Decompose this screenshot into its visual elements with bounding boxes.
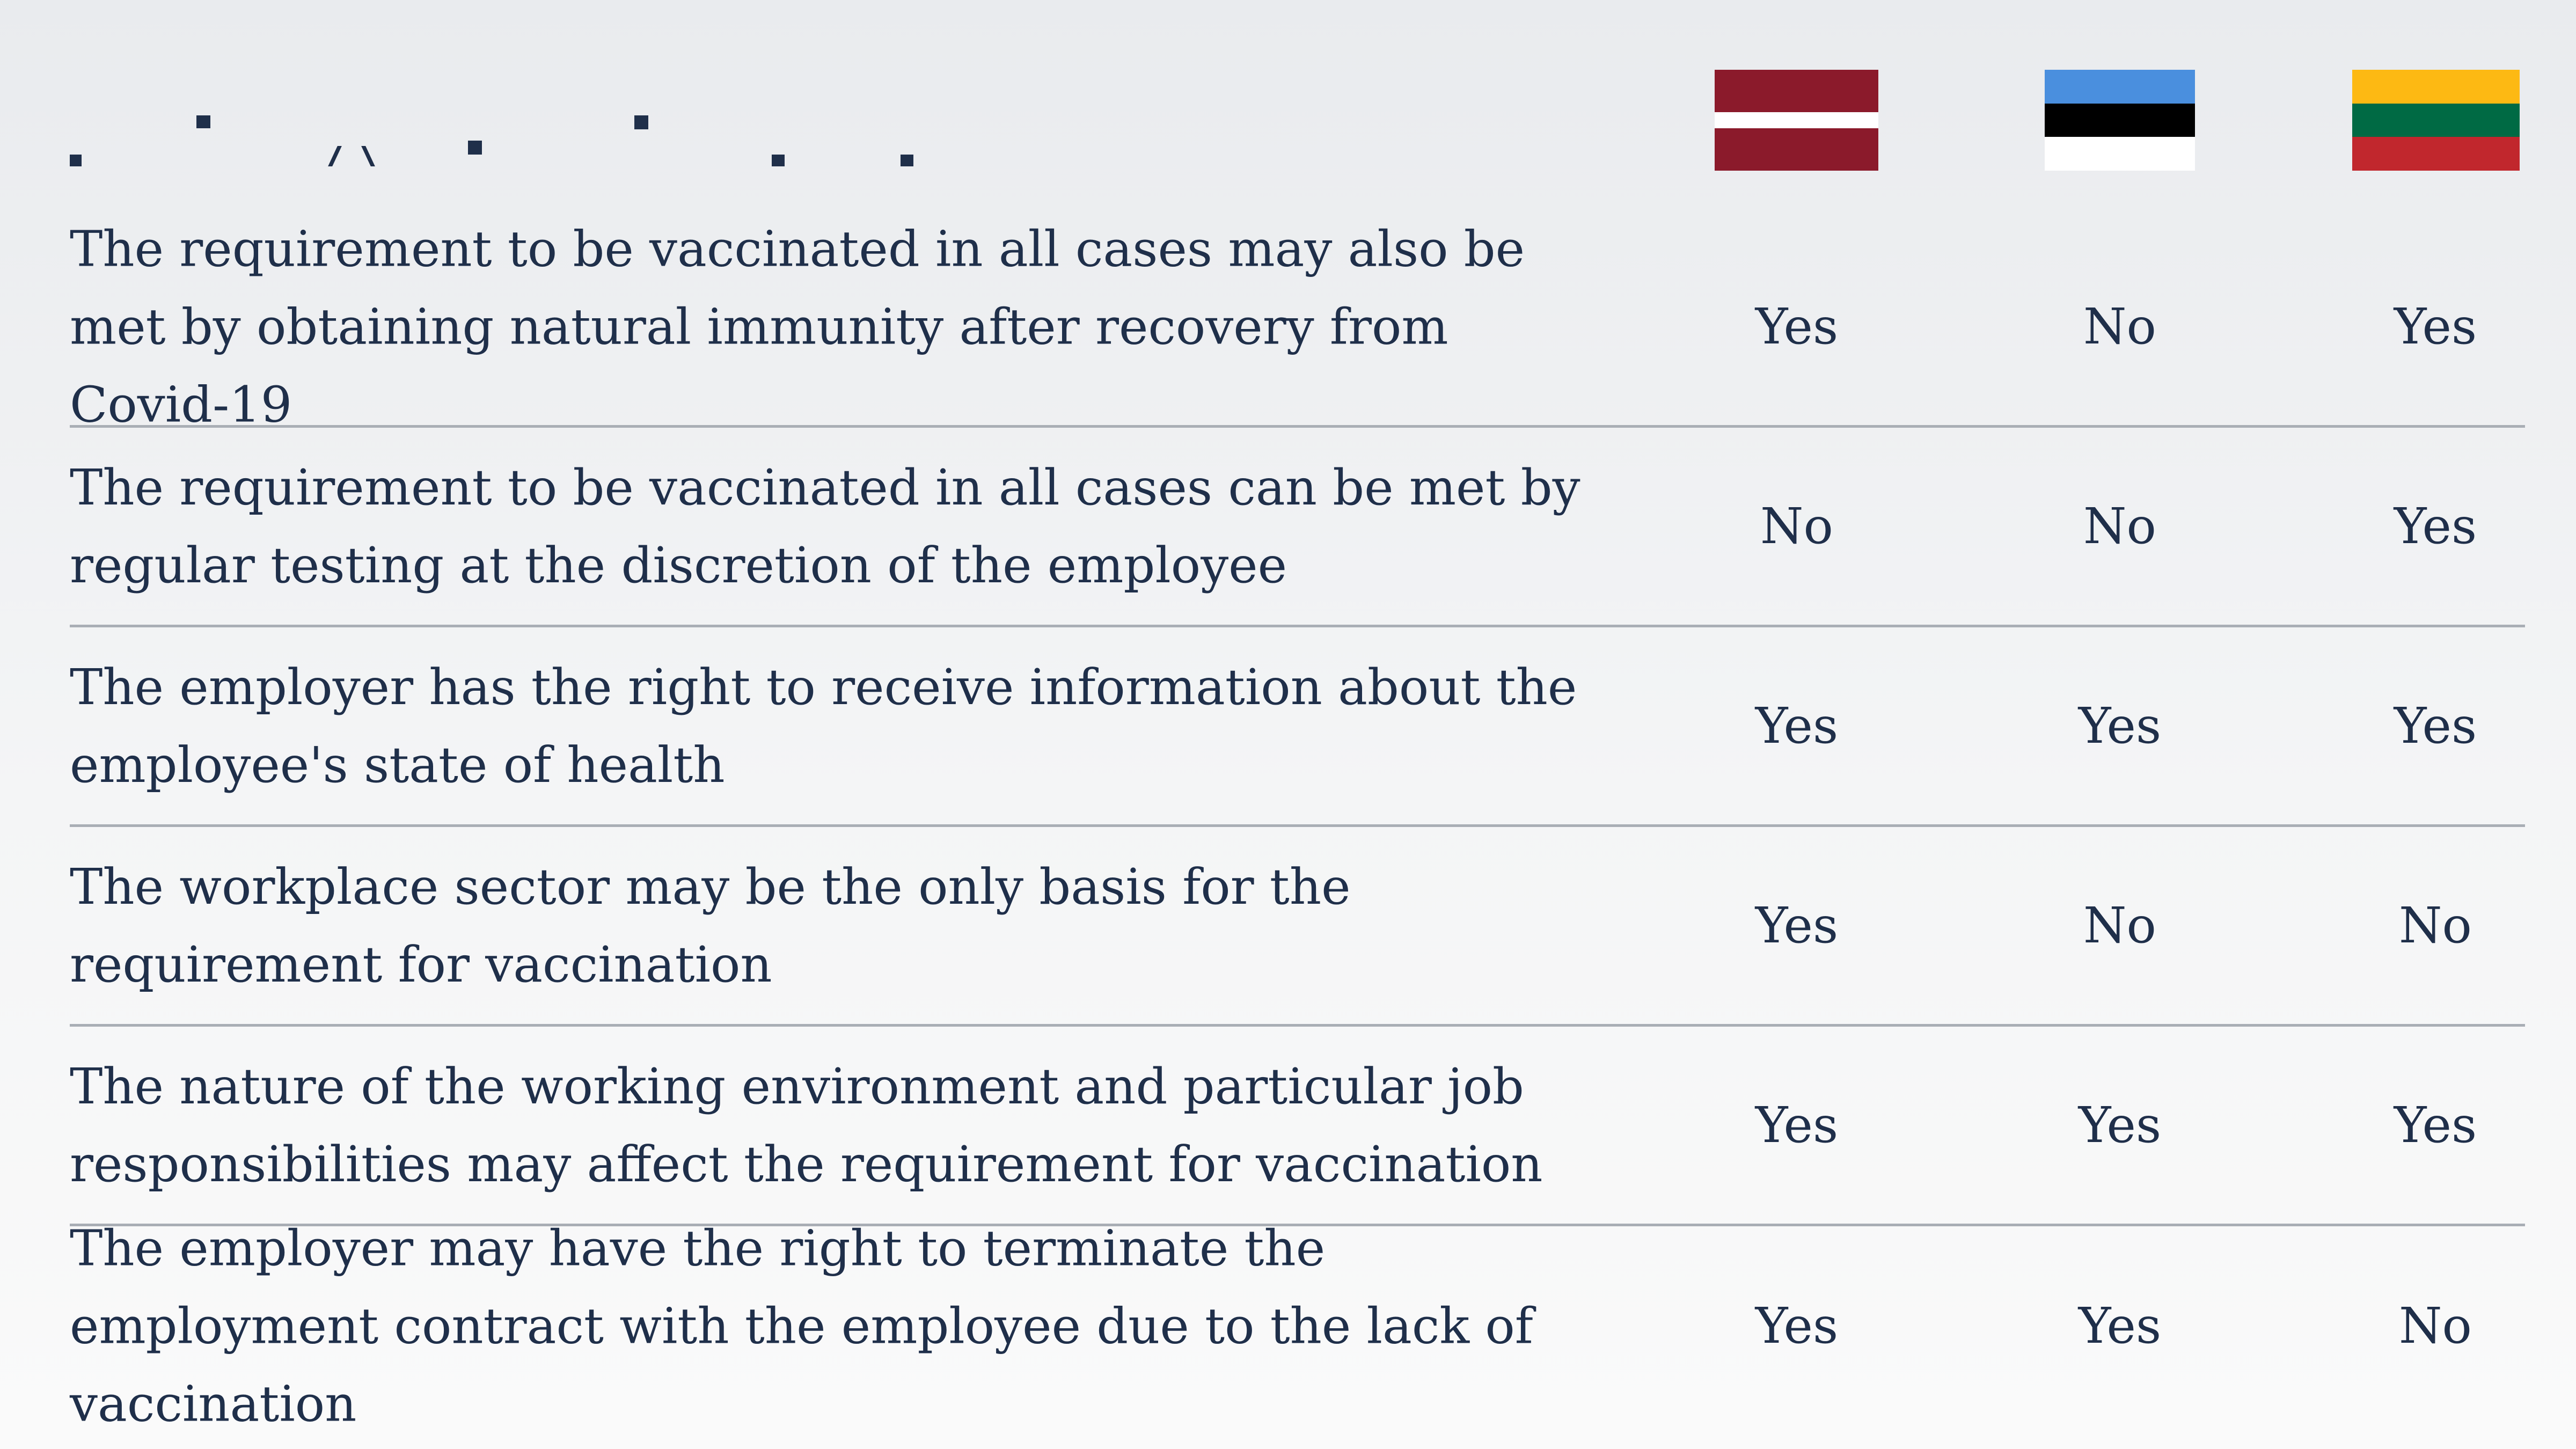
row-statement: The requirement to be vaccinated in all cases can be met by regular testing at the discretion of the employee bbox=[70, 458, 1580, 594]
estonia-answer: Yes bbox=[2078, 1297, 2162, 1355]
lithuania-answer: Yes bbox=[2394, 497, 2477, 555]
latvia-answer: Yes bbox=[1755, 697, 1839, 755]
row-statement: The employer may have the right to terminate the employment contract with the employee due to the lack of vaccination bbox=[70, 1219, 1533, 1433]
lithuania-answer: No bbox=[2399, 896, 2472, 954]
latvia-flag-stripe-top bbox=[1715, 70, 1878, 112]
row-statement: The nature of the working environment and particular job responsibilities may affect the requirement for vaccination bbox=[70, 1057, 1543, 1193]
lithuania-flag-stripe-middle bbox=[2352, 104, 2520, 137]
lithuania-flag-stripe-bottom bbox=[2352, 137, 2520, 171]
latvia-answer: Yes bbox=[1755, 297, 1839, 355]
latvia-flag-stripe-middle bbox=[1715, 112, 1878, 128]
lithuania-answer: Yes bbox=[2394, 697, 2477, 755]
latvia-answer: Yes bbox=[1755, 896, 1839, 954]
estonia-flag bbox=[2045, 70, 2195, 171]
estonia-answer: No bbox=[2083, 297, 2156, 355]
table-row bbox=[70, 428, 2525, 627]
latvia-flag-stripe-bottom bbox=[1715, 128, 1878, 171]
estonia-answer: No bbox=[2083, 497, 2156, 555]
latvia-flag bbox=[1715, 70, 1878, 171]
lithuania-flag bbox=[2352, 70, 2520, 171]
estonia-flag-stripe-top bbox=[2045, 70, 2195, 104]
lithuania-answer: Yes bbox=[2394, 1096, 2477, 1154]
table-row bbox=[70, 627, 2525, 827]
table-row bbox=[70, 220, 2525, 433]
table-row bbox=[70, 1219, 2525, 1433]
row-statement: The employer has the right to receive information about the employee's state of health bbox=[70, 658, 1577, 794]
lithuania-answer: No bbox=[2399, 1297, 2472, 1355]
estonia-answer: Yes bbox=[2078, 1096, 2162, 1154]
table-row bbox=[70, 827, 2525, 1027]
estonia-flag-stripe-middle bbox=[2045, 104, 2195, 137]
row-statement: The requirement to be vaccinated in all cases may also be met by obtaining natural immunity after recovery from Covid-19 bbox=[70, 220, 1525, 433]
latvia-answer: No bbox=[1760, 497, 1833, 555]
estonia-answer: No bbox=[2083, 896, 2156, 954]
row-statement: The workplace sector may be the only basis for the requirement for vaccination bbox=[70, 858, 1351, 993]
latvia-answer: Yes bbox=[1755, 1096, 1839, 1154]
comparison-table bbox=[70, 220, 2525, 1433]
estonia-flag-stripe-bottom bbox=[2045, 137, 2195, 171]
table-row bbox=[70, 1027, 2525, 1226]
latvia-answer: Yes bbox=[1755, 1297, 1839, 1355]
lithuania-answer: Yes bbox=[2394, 297, 2477, 355]
estonia-answer: Yes bbox=[2078, 697, 2162, 755]
lithuania-flag-stripe-top bbox=[2352, 70, 2520, 104]
title-fragments bbox=[64, 97, 945, 172]
